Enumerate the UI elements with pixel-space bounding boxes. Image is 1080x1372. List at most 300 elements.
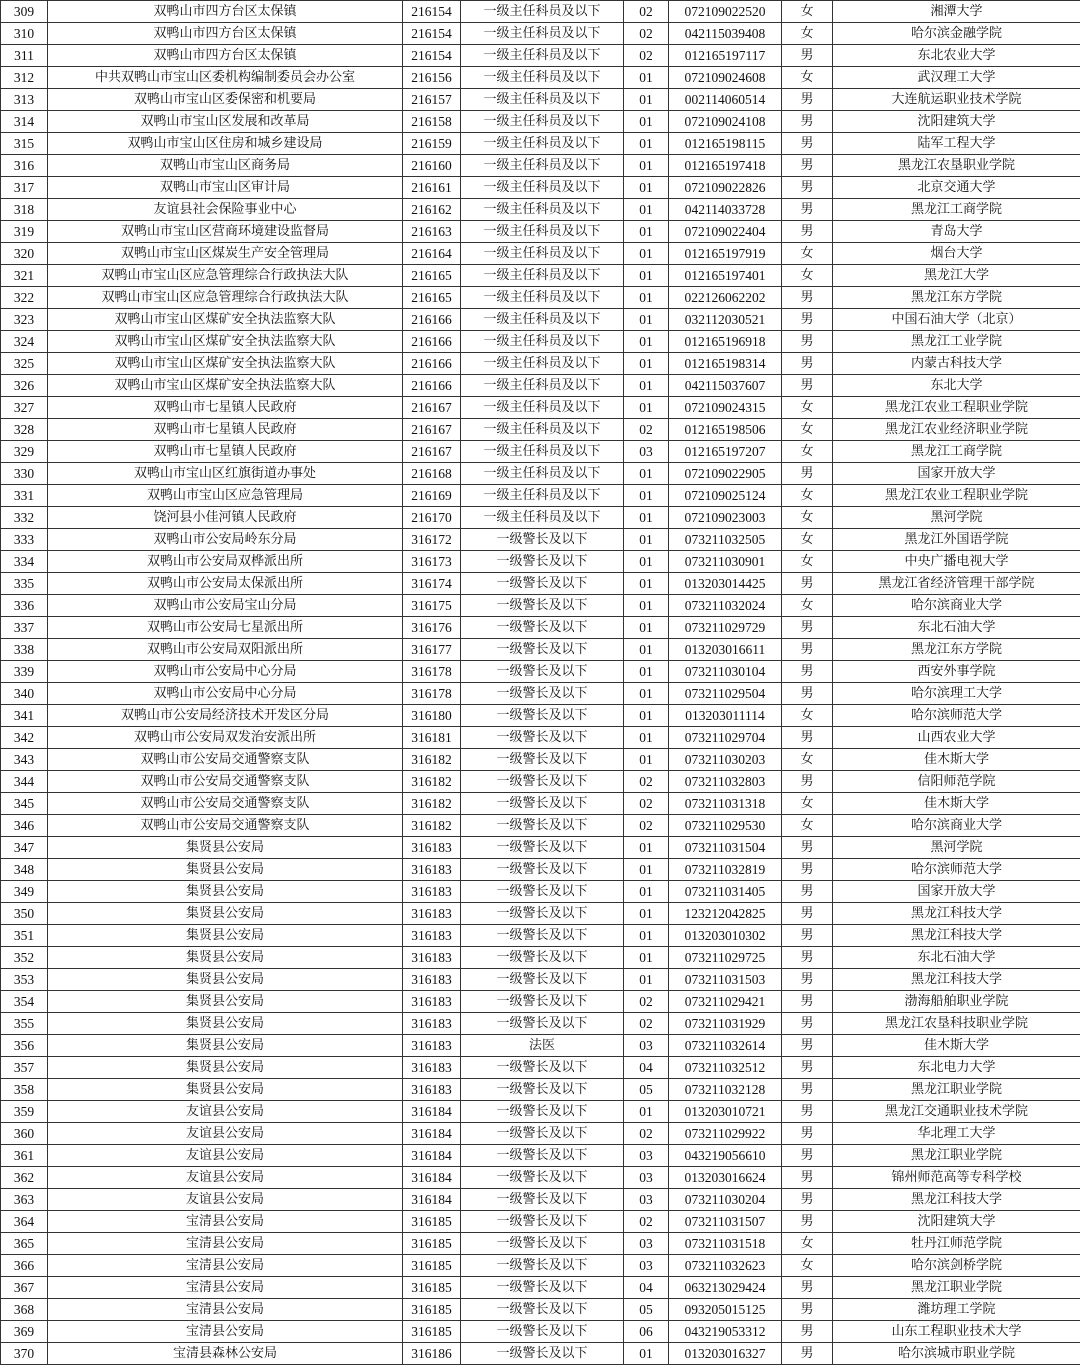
- cell-school: 黑龙江职业学院: [833, 1079, 1080, 1101]
- cell-school: 哈尔滨理工大学: [833, 683, 1080, 705]
- cell-position-title: 一级警长及以下: [461, 925, 624, 947]
- cell-candidate-id: 073211032614: [669, 1035, 782, 1057]
- cell-gender: 男: [782, 1035, 833, 1057]
- cell-employer: 双鸭山市公安局宝山分局: [48, 595, 403, 617]
- cell-school: 哈尔滨商业大学: [833, 595, 1080, 617]
- table-row: [1, 45, 1080, 67]
- table-row: [1, 1277, 1080, 1299]
- cell-position-seq: 04: [624, 1057, 669, 1079]
- cell-candidate-id: 073211029922: [669, 1123, 782, 1145]
- cell-employer: 双鸭山市公安局中心分局: [48, 683, 403, 705]
- cell-gender: 男: [782, 199, 833, 221]
- cell-employer: 双鸭山市宝山区应急管理局: [48, 485, 403, 507]
- cell-position-code: 216167: [403, 441, 461, 463]
- cell-position-seq: 02: [624, 1013, 669, 1035]
- cell-school: 西安外事学院: [833, 661, 1080, 683]
- cell-school: 黑河学院: [833, 507, 1080, 529]
- cell-position-seq: 02: [624, 815, 669, 837]
- cell-school: 黑龙江职业学院: [833, 1277, 1080, 1299]
- cell-row-number: 368: [1, 1299, 48, 1321]
- table-row: [1, 1167, 1080, 1189]
- cell-employer: 双鸭山市四方台区太保镇: [48, 45, 403, 67]
- cell-school: 信阳师范学院: [833, 771, 1080, 793]
- cell-gender: 男: [782, 837, 833, 859]
- cell-position-title: 一级主任科员及以下: [461, 89, 624, 111]
- cell-position-seq: 01: [624, 199, 669, 221]
- cell-employer: 双鸭山市公安局太保派出所: [48, 573, 403, 595]
- cell-employer: 双鸭山市宝山区应急管理综合行政执法大队: [48, 287, 403, 309]
- cell-position-code: 316176: [403, 617, 461, 639]
- cell-position-title: 一级警长及以下: [461, 661, 624, 683]
- cell-candidate-id: 072109023003: [669, 507, 782, 529]
- cell-employer: 双鸭山市公安局七星派出所: [48, 617, 403, 639]
- cell-gender: 男: [782, 177, 833, 199]
- cell-school: 黑龙江科技大学: [833, 1189, 1080, 1211]
- cell-school: 哈尔滨师范大学: [833, 859, 1080, 881]
- cell-school: 哈尔滨城市职业学院: [833, 1343, 1080, 1365]
- cell-position-seq: 01: [624, 727, 669, 749]
- cell-school: 黑龙江农垦职业学院: [833, 155, 1080, 177]
- cell-employer: 双鸭山市宝山区煤矿安全执法监察大队: [48, 375, 403, 397]
- cell-candidate-id: 072109025124: [669, 485, 782, 507]
- cell-position-seq: 01: [624, 309, 669, 331]
- cell-row-number: 365: [1, 1233, 48, 1255]
- cell-position-title: 一级警长及以下: [461, 1211, 624, 1233]
- cell-candidate-id: 073211029530: [669, 815, 782, 837]
- cell-candidate-id: 073211031318: [669, 793, 782, 815]
- table-row: [1, 1, 1080, 23]
- cell-candidate-id: 073211030203: [669, 749, 782, 771]
- cell-row-number: 326: [1, 375, 48, 397]
- cell-school: 中国石油大学（北京）: [833, 309, 1080, 331]
- cell-position-title: 一级警长及以下: [461, 903, 624, 925]
- cell-position-code: 316183: [403, 1079, 461, 1101]
- cell-gender: 男: [782, 331, 833, 353]
- cell-employer: 集贤县公安局: [48, 859, 403, 881]
- cell-position-seq: 01: [624, 89, 669, 111]
- cell-candidate-id: 073211031503: [669, 969, 782, 991]
- cell-row-number: 329: [1, 441, 48, 463]
- cell-position-seq: 02: [624, 1211, 669, 1233]
- cell-row-number: 336: [1, 595, 48, 617]
- cell-school: 黑龙江工商学院: [833, 199, 1080, 221]
- cell-row-number: 357: [1, 1057, 48, 1079]
- cell-position-title: 一级警长及以下: [461, 1057, 624, 1079]
- cell-gender: 男: [782, 1145, 833, 1167]
- cell-position-code: 216159: [403, 133, 461, 155]
- cell-school: 大连航运职业技术学院: [833, 89, 1080, 111]
- cell-gender: 男: [782, 221, 833, 243]
- cell-position-code: 316180: [403, 705, 461, 727]
- cell-school: 北京交通大学: [833, 177, 1080, 199]
- cell-position-seq: 01: [624, 881, 669, 903]
- cell-row-number: 358: [1, 1079, 48, 1101]
- cell-position-title: 一级主任科员及以下: [461, 199, 624, 221]
- cell-position-code: 216168: [403, 463, 461, 485]
- cell-position-seq: 02: [624, 419, 669, 441]
- cell-school: 黑龙江省经济管理干部学院: [833, 573, 1080, 595]
- cell-position-seq: 01: [624, 595, 669, 617]
- cell-employer: 集贤县公安局: [48, 969, 403, 991]
- cell-row-number: 339: [1, 661, 48, 683]
- cell-position-title: 一级警长及以下: [461, 705, 624, 727]
- cell-employer: 双鸭山市公安局岭东分局: [48, 529, 403, 551]
- table-row: [1, 243, 1080, 265]
- table-row: [1, 1123, 1080, 1145]
- cell-school: 黑龙江工商学院: [833, 441, 1080, 463]
- cell-position-seq: 01: [624, 837, 669, 859]
- cell-candidate-id: 073211031504: [669, 837, 782, 859]
- cell-position-seq: 01: [624, 243, 669, 265]
- cell-candidate-id: 073211029729: [669, 617, 782, 639]
- cell-row-number: 311: [1, 45, 48, 67]
- cell-position-seq: 01: [624, 265, 669, 287]
- table-row: [1, 1101, 1080, 1123]
- cell-gender: 女: [782, 23, 833, 45]
- cell-school: 哈尔滨金融学院: [833, 23, 1080, 45]
- cell-position-title: 一级主任科员及以下: [461, 265, 624, 287]
- cell-row-number: 330: [1, 463, 48, 485]
- cell-position-title: 一级主任科员及以下: [461, 419, 624, 441]
- cell-gender: 女: [782, 1, 833, 23]
- cell-school: 佳木斯大学: [833, 1035, 1080, 1057]
- table-row: [1, 155, 1080, 177]
- cell-position-seq: 01: [624, 463, 669, 485]
- cell-position-title: 一级警长及以下: [461, 947, 624, 969]
- cell-candidate-id: 012165197919: [669, 243, 782, 265]
- cell-school: 黑龙江交通职业技术学院: [833, 1101, 1080, 1123]
- cell-employer: 宝清县公安局: [48, 1299, 403, 1321]
- cell-position-seq: 01: [624, 573, 669, 595]
- cell-position-code: 316185: [403, 1299, 461, 1321]
- cell-gender: 男: [782, 309, 833, 331]
- cell-gender: 男: [782, 1321, 833, 1343]
- cell-position-code: 216162: [403, 199, 461, 221]
- cell-gender: 男: [782, 661, 833, 683]
- table-row: [1, 595, 1080, 617]
- cell-gender: 女: [782, 551, 833, 573]
- cell-gender: 男: [782, 617, 833, 639]
- cell-employer: 饶河县小佳河镇人民政府: [48, 507, 403, 529]
- cell-row-number: 367: [1, 1277, 48, 1299]
- cell-position-seq: 04: [624, 1277, 669, 1299]
- cell-school: 武汉理工大学: [833, 67, 1080, 89]
- cell-position-title: 一级警长及以下: [461, 617, 624, 639]
- cell-position-title: 一级主任科员及以下: [461, 309, 624, 331]
- cell-gender: 男: [782, 463, 833, 485]
- cell-candidate-id: 072109024315: [669, 397, 782, 419]
- cell-employer: 集贤县公安局: [48, 947, 403, 969]
- table-row: [1, 199, 1080, 221]
- cell-school: 沈阳建筑大学: [833, 111, 1080, 133]
- cell-position-seq: 02: [624, 771, 669, 793]
- cell-school: 黑龙江东方学院: [833, 639, 1080, 661]
- cell-employer: 双鸭山市公安局交通警察支队: [48, 815, 403, 837]
- cell-employer: 宝清县公安局: [48, 1211, 403, 1233]
- cell-employer: 宝清县公安局: [48, 1277, 403, 1299]
- cell-position-seq: 03: [624, 441, 669, 463]
- cell-employer: 集贤县公安局: [48, 1057, 403, 1079]
- cell-gender: 女: [782, 815, 833, 837]
- cell-gender: 男: [782, 133, 833, 155]
- cell-position-code: 316184: [403, 1123, 461, 1145]
- cell-position-seq: 01: [624, 705, 669, 727]
- cell-position-title: 一级警长及以下: [461, 1123, 624, 1145]
- cell-row-number: 359: [1, 1101, 48, 1123]
- cell-employer: 双鸭山市公安局交通警察支队: [48, 771, 403, 793]
- cell-position-code: 316185: [403, 1321, 461, 1343]
- table-row: [1, 969, 1080, 991]
- cell-position-seq: 01: [624, 353, 669, 375]
- cell-position-code: 316183: [403, 881, 461, 903]
- cell-employer: 双鸭山市宝山区煤矿安全执法监察大队: [48, 309, 403, 331]
- cell-position-title: 一级主任科员及以下: [461, 331, 624, 353]
- cell-position-title: 一级警长及以下: [461, 529, 624, 551]
- table-row: [1, 1013, 1080, 1035]
- cell-gender: 女: [782, 793, 833, 815]
- cell-position-title: 一级警长及以下: [461, 573, 624, 595]
- table-row: [1, 441, 1080, 463]
- cell-gender: 男: [782, 1211, 833, 1233]
- cell-row-number: 313: [1, 89, 48, 111]
- cell-employer: 双鸭山市公安局双发治安派出所: [48, 727, 403, 749]
- cell-gender: 男: [782, 89, 833, 111]
- cell-position-code: 316175: [403, 595, 461, 617]
- cell-position-title: 一级警长及以下: [461, 1321, 624, 1343]
- cell-school: 哈尔滨剑桥学院: [833, 1255, 1080, 1277]
- cell-school: 佳木斯大学: [833, 749, 1080, 771]
- cell-gender: 男: [782, 859, 833, 881]
- cell-row-number: 341: [1, 705, 48, 727]
- cell-position-title: 一级警长及以下: [461, 551, 624, 573]
- cell-school: 黑龙江农业工程职业学院: [833, 397, 1080, 419]
- cell-employer: 友谊县公安局: [48, 1189, 403, 1211]
- cell-position-code: 316183: [403, 991, 461, 1013]
- table-row: [1, 1233, 1080, 1255]
- cell-position-code: 316185: [403, 1277, 461, 1299]
- cell-row-number: 351: [1, 925, 48, 947]
- cell-employer: 双鸭山市七星镇人民政府: [48, 397, 403, 419]
- cell-position-seq: 05: [624, 1079, 669, 1101]
- cell-row-number: 310: [1, 23, 48, 45]
- cell-position-title: 一级主任科员及以下: [461, 397, 624, 419]
- cell-row-number: 345: [1, 793, 48, 815]
- cell-position-title: 一级主任科员及以下: [461, 221, 624, 243]
- cell-candidate-id: 073211030901: [669, 551, 782, 573]
- cell-school: 青岛大学: [833, 221, 1080, 243]
- cell-position-seq: 01: [624, 749, 669, 771]
- table-row: [1, 925, 1080, 947]
- cell-row-number: 343: [1, 749, 48, 771]
- cell-position-seq: 01: [624, 221, 669, 243]
- cell-position-seq: 01: [624, 287, 669, 309]
- cell-position-code: 316185: [403, 1233, 461, 1255]
- cell-position-code: 316183: [403, 925, 461, 947]
- cell-gender: 男: [782, 573, 833, 595]
- cell-gender: 男: [782, 287, 833, 309]
- cell-employer: 双鸭山市宝山区住房和城乡建设局: [48, 133, 403, 155]
- cell-row-number: 321: [1, 265, 48, 287]
- cell-candidate-id: 012165197418: [669, 155, 782, 177]
- cell-row-number: 328: [1, 419, 48, 441]
- cell-position-title: 一级主任科员及以下: [461, 133, 624, 155]
- cell-position-seq: 01: [624, 375, 669, 397]
- cell-row-number: 338: [1, 639, 48, 661]
- cell-position-seq: 03: [624, 1035, 669, 1057]
- cell-employer: 双鸭山市四方台区太保镇: [48, 1, 403, 23]
- table-row: [1, 793, 1080, 815]
- cell-position-code: 316183: [403, 1057, 461, 1079]
- cell-position-seq: 02: [624, 991, 669, 1013]
- cell-candidate-id: 073211029725: [669, 947, 782, 969]
- table-row: [1, 881, 1080, 903]
- cell-position-seq: 02: [624, 793, 669, 815]
- cell-position-title: 一级警长及以下: [461, 991, 624, 1013]
- cell-position-seq: 01: [624, 485, 669, 507]
- cell-gender: 女: [782, 441, 833, 463]
- cell-position-title: 一级警长及以下: [461, 1233, 624, 1255]
- table-row: [1, 397, 1080, 419]
- cell-gender: 男: [782, 771, 833, 793]
- cell-gender: 男: [782, 353, 833, 375]
- cell-candidate-id: 042115039408: [669, 23, 782, 45]
- table-row: [1, 177, 1080, 199]
- cell-position-code: 316182: [403, 793, 461, 815]
- table-row: [1, 89, 1080, 111]
- cell-position-seq: 06: [624, 1321, 669, 1343]
- cell-employer: 集贤县公安局: [48, 1035, 403, 1057]
- table-row: [1, 749, 1080, 771]
- cell-employer: 双鸭山市公安局双阳派出所: [48, 639, 403, 661]
- cell-candidate-id: 123212042825: [669, 903, 782, 925]
- table-row: [1, 661, 1080, 683]
- cell-candidate-id: 073211030204: [669, 1189, 782, 1211]
- cell-candidate-id: 073211031929: [669, 1013, 782, 1035]
- cell-candidate-id: 072109024608: [669, 67, 782, 89]
- cell-school: 黑龙江职业学院: [833, 1145, 1080, 1167]
- cell-employer: 宝清县森林公安局: [48, 1343, 403, 1365]
- cell-gender: 男: [782, 1079, 833, 1101]
- cell-gender: 女: [782, 485, 833, 507]
- cell-position-code: 216166: [403, 331, 461, 353]
- table-row: [1, 419, 1080, 441]
- cell-school: 渤海船舶职业学院: [833, 991, 1080, 1013]
- cell-employer: 双鸭山市宝山区委保密和机要局: [48, 89, 403, 111]
- cell-position-seq: 02: [624, 23, 669, 45]
- cell-school: 烟台大学: [833, 243, 1080, 265]
- table-row: [1, 639, 1080, 661]
- cell-position-seq: 03: [624, 1145, 669, 1167]
- cell-position-code: 216166: [403, 309, 461, 331]
- cell-gender: 男: [782, 1189, 833, 1211]
- cell-position-title: 一级警长及以下: [461, 1277, 624, 1299]
- cell-position-code: 316181: [403, 727, 461, 749]
- cell-candidate-id: 073211030104: [669, 661, 782, 683]
- cell-employer: 双鸭山市公安局交通警察支队: [48, 793, 403, 815]
- cell-gender: 男: [782, 991, 833, 1013]
- cell-candidate-id: 012165198314: [669, 353, 782, 375]
- cell-gender: 女: [782, 595, 833, 617]
- cell-school: 黑龙江东方学院: [833, 287, 1080, 309]
- cell-position-title: 一级主任科员及以下: [461, 375, 624, 397]
- cell-row-number: 315: [1, 133, 48, 155]
- cell-position-code: 216154: [403, 1, 461, 23]
- cell-position-title: 一级主任科员及以下: [461, 1, 624, 23]
- cell-position-code: 316186: [403, 1343, 461, 1365]
- cell-position-title: 一级警长及以下: [461, 683, 624, 705]
- cell-position-seq: 02: [624, 1, 669, 23]
- cell-school: 黑龙江农业工程职业学院: [833, 485, 1080, 507]
- cell-position-code: 316174: [403, 573, 461, 595]
- cell-employer: 宝清县公安局: [48, 1233, 403, 1255]
- cell-candidate-id: 072109022520: [669, 1, 782, 23]
- cell-row-number: 312: [1, 67, 48, 89]
- cell-position-seq: 02: [624, 45, 669, 67]
- table-row: [1, 67, 1080, 89]
- cell-position-title: 一级主任科员及以下: [461, 67, 624, 89]
- cell-gender: 男: [782, 1101, 833, 1123]
- cell-row-number: 362: [1, 1167, 48, 1189]
- cell-school: 华北理工大学: [833, 1123, 1080, 1145]
- cell-candidate-id: 013203010302: [669, 925, 782, 947]
- cell-position-code: 316173: [403, 551, 461, 573]
- cell-employer: 集贤县公安局: [48, 1079, 403, 1101]
- cell-position-seq: 01: [624, 133, 669, 155]
- table-row: [1, 573, 1080, 595]
- cell-position-code: 216160: [403, 155, 461, 177]
- table-row: [1, 111, 1080, 133]
- cell-employer: 双鸭山市宝山区煤炭生产安全管理局: [48, 243, 403, 265]
- cell-position-seq: 01: [624, 639, 669, 661]
- table-row: [1, 837, 1080, 859]
- cell-candidate-id: 042115037607: [669, 375, 782, 397]
- cell-candidate-id: 013203016611: [669, 639, 782, 661]
- cell-school: 黑龙江科技大学: [833, 969, 1080, 991]
- cell-position-code: 316184: [403, 1145, 461, 1167]
- cell-position-code: 316184: [403, 1167, 461, 1189]
- cell-candidate-id: 012165198115: [669, 133, 782, 155]
- table-row: [1, 463, 1080, 485]
- cell-position-seq: 01: [624, 331, 669, 353]
- cell-employer: 集贤县公安局: [48, 1013, 403, 1035]
- cell-position-code: 216158: [403, 111, 461, 133]
- cell-school: 锦州师范高等专科学校: [833, 1167, 1080, 1189]
- cell-employer: 双鸭山市宝山区煤矿安全执法监察大队: [48, 331, 403, 353]
- cell-school: 黑龙江大学: [833, 265, 1080, 287]
- cell-row-number: 337: [1, 617, 48, 639]
- cell-school: 国家开放大学: [833, 463, 1080, 485]
- cell-school: 山东工程职业技术大学: [833, 1321, 1080, 1343]
- cell-row-number: 314: [1, 111, 48, 133]
- cell-row-number: 347: [1, 837, 48, 859]
- cell-candidate-id: 073211032128: [669, 1079, 782, 1101]
- cell-position-code: 216165: [403, 287, 461, 309]
- cell-position-title: 一级警长及以下: [461, 727, 624, 749]
- cell-school: 黑龙江科技大学: [833, 903, 1080, 925]
- cell-employer: 双鸭山市宝山区煤矿安全执法监察大队: [48, 353, 403, 375]
- cell-row-number: 342: [1, 727, 48, 749]
- cell-employer: 中共双鸭山市宝山区委机构编制委员会办公室: [48, 67, 403, 89]
- cell-position-title: 一级主任科员及以下: [461, 45, 624, 67]
- cell-school: 国家开放大学: [833, 881, 1080, 903]
- cell-row-number: 344: [1, 771, 48, 793]
- cell-employer: 双鸭山市宝山区发展和改革局: [48, 111, 403, 133]
- cell-row-number: 309: [1, 1, 48, 23]
- cell-row-number: 370: [1, 1343, 48, 1365]
- cell-school: 黑龙江外国语学院: [833, 529, 1080, 551]
- table-row: [1, 1255, 1080, 1277]
- cell-row-number: 363: [1, 1189, 48, 1211]
